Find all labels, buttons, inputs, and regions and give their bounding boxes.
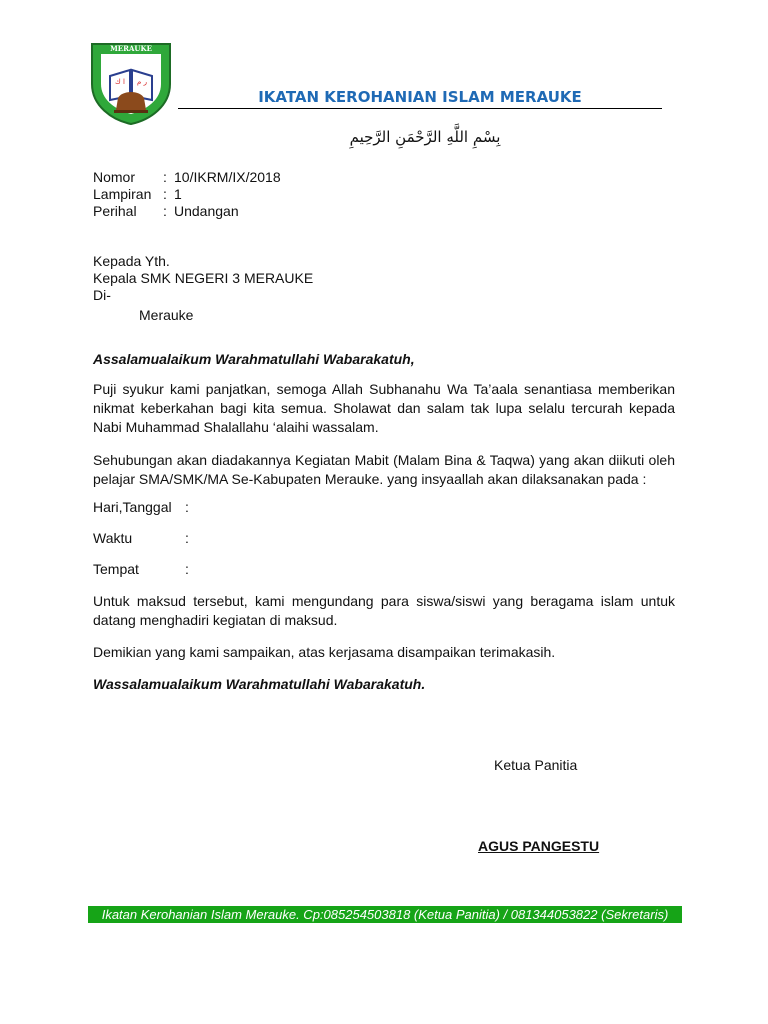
recipient-line: Di- [93, 287, 111, 303]
svg-text:ر م: ر م [137, 78, 147, 86]
meta-value: Undangan [174, 203, 239, 219]
body-paragraph-1: Puji syukur kami panjatkan, semoga Allah Subhanahu Wa Ta’aala senantiasa memberikan nikmat keberkahan bagi kita semua. Sholawat dan salam tak lupa selalu tercurah kepada Nabi Muhammad Shalallahu ‘alaihi wassalam. [93, 381, 675, 435]
meta-label: Nomor [93, 169, 136, 185]
event-field-date [93, 499, 189, 515]
recipient-line: Kepada Yth. [93, 253, 170, 269]
recipient-line: Kepala SMK NEGERI 3 MERAUKE [93, 270, 314, 286]
meta-label: Lampiran [93, 186, 152, 202]
meta-value: 1 [174, 186, 182, 202]
meta-row-lampiran [93, 186, 281, 203]
closing-greeting: Wassalamualaikum Warahmatullahi Wabarakatuh. [93, 676, 426, 692]
field-colon: : [185, 561, 189, 577]
meta-colon: : [163, 186, 167, 202]
svg-text:ا ك: ا ك [115, 78, 125, 86]
letter-meta [93, 169, 281, 220]
meta-colon: : [163, 169, 167, 185]
event-field-place [93, 561, 189, 577]
recipient-address [93, 253, 313, 324]
field-colon: : [185, 499, 189, 515]
meta-colon: : [163, 203, 167, 219]
meta-value: 10/IKRM/IX/2018 [174, 169, 281, 185]
signer-name: AGUS PANGESTU [478, 838, 600, 854]
organization-title: IKATAN KEROHANIAN ISLAM MERAUKE [258, 88, 582, 106]
signer-title: Ketua Panitia [494, 757, 578, 773]
organization-logo [88, 40, 174, 126]
field-colon: : [185, 530, 189, 546]
basmala-calligraphy: بِسْمِ اللَّهِ الرَّحْمَنِ الرَّحِيمِ [349, 128, 501, 146]
body-paragraph-2: Sehubungan akan diadakannya Kegiatan Mabit (Malam Bina & Taqwa) yang akan diikuti oleh pelajar SMA/SMK/MA Se-Kabupaten Merauke. yang insyaallah akan dilaksanakan pada : [93, 452, 675, 487]
body-paragraph-3: Untuk maksud tersebut, kami mengundang para siswa/siswi yang beragama islam untuk datang menghadiri kegiatan di maksud. [93, 593, 675, 628]
event-field-time [93, 530, 189, 546]
logo-text: MERAUKE [110, 44, 152, 53]
recipient-city: Merauke [139, 307, 194, 323]
field-label: Tempat [93, 561, 139, 577]
footer-contact-bar: Ikatan Kerohanian Islam Merauke. Cp:085254503818 (Ketua Panitia) / 081344053822 (Sekretaris) [88, 906, 682, 923]
field-label: Waktu [93, 530, 133, 546]
meta-label: Perihal [93, 203, 137, 219]
opening-greeting: Assalamualaikum Warahmatullahi Wabarakatuh, [93, 351, 415, 367]
meta-row-perihal [93, 203, 281, 220]
meta-row-nomor [93, 169, 281, 186]
title-divider [178, 108, 662, 109]
body-paragraph-4: Demikian yang kami sampaikan, atas kerjasama disampaikan terimakasih. [93, 644, 556, 660]
field-label: Hari,Tanggal [93, 499, 172, 515]
